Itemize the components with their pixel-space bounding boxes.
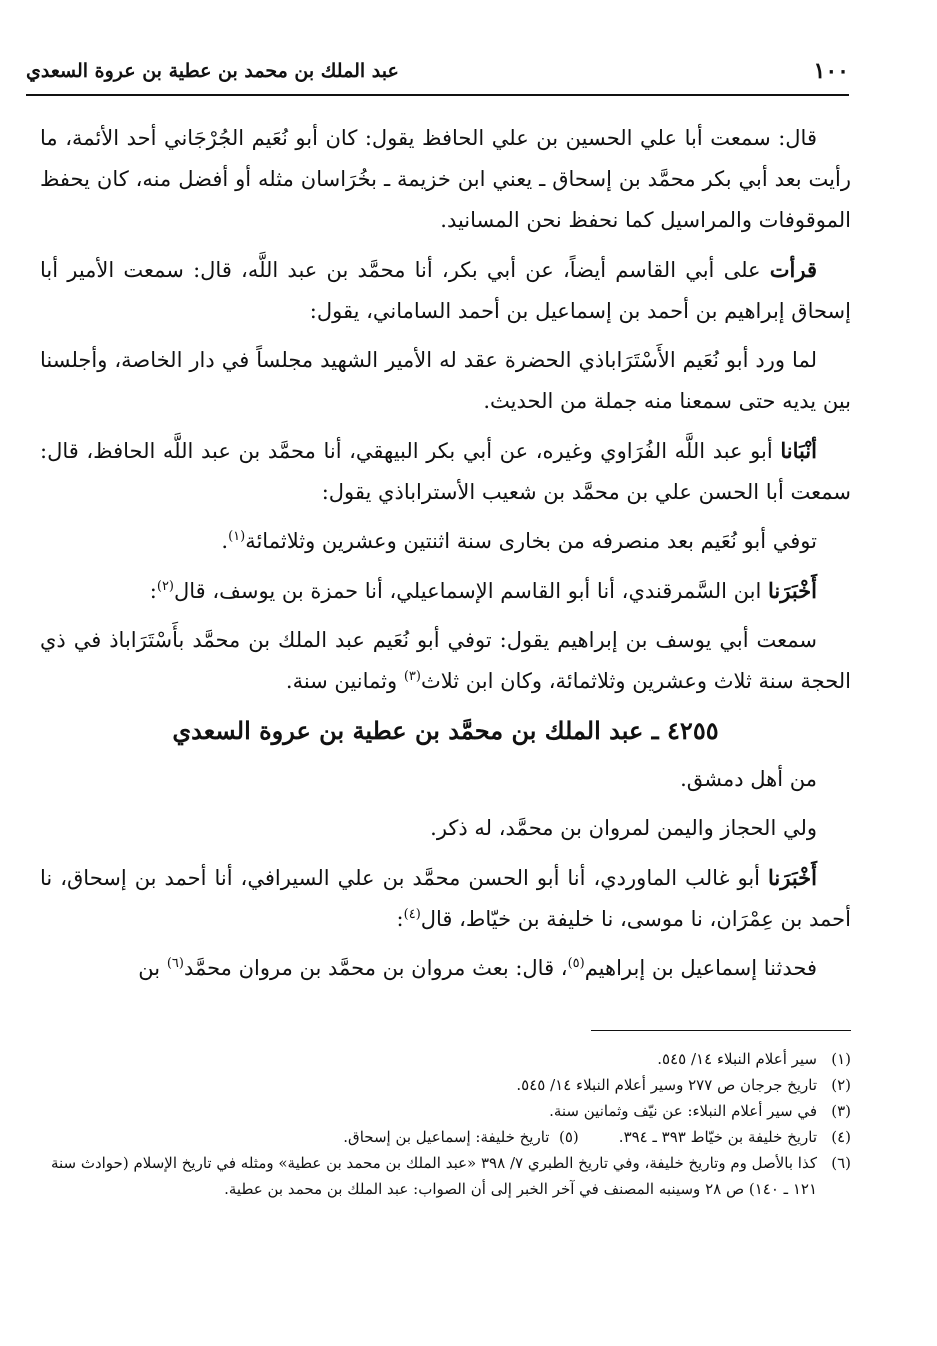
paragraph: قال: سمعت أبا علي الحسين بن علي الحافظ يقول: كان أبو نُعَيم الجُرْجَاني أحد الأئمة، ما رأيت بعد أبي بكر محمَّد بن إسحاق ـ يعني ابن خزيمة ـ بخُرَاسان مثله أو أفضل منه، كان يحفظ الموقوفات والمراسيل كما نحفظ نحن المسانيد. — [40, 126, 851, 232]
footnote-number: (٥) — [559, 1128, 579, 1146]
footnote-number: (٤) — [831, 1128, 851, 1146]
footnote-number: (٢) — [831, 1076, 851, 1094]
footnote-marker: (٢) — [156, 579, 174, 594]
footnote-text: في سير أعلام النبلاء: عن نيّف وثمانين سنة. — [549, 1102, 817, 1120]
footnote-text: سير أعلام النبلاء ١٤/ ٥٤٥. — [657, 1050, 817, 1068]
page-number: ١٠٠ — [813, 58, 849, 84]
footnote-marker: (٥) — [567, 956, 585, 971]
footnotes — [40, 1046, 851, 1202]
paragraph: توفي أبو نُعَيم بعد منصرفه من بخارى سنة اثنتين وعشرين وثلاثمائة$^{(١)}$. — [221, 529, 817, 553]
footnote — [40, 1072, 851, 1098]
footnote — [40, 1098, 851, 1124]
footnote-text: تاريخ خليفة: إسماعيل بن إسحاق. — [343, 1128, 550, 1146]
paragraph: سمعت أبي يوسف بن إبراهيم يقول: توفي أبو نُعَيم عبد الملك بن محمَّد بأَسْتَرَاباذ في ذي الحجة سنة ثلاث وعشرين وثلاثمائة، وكان ابن ثلاث$^{(٣)}$ وثمانين سنة. — [40, 628, 851, 693]
paragraph: فحدثنا إسماعيل بن إبراهيم$^{(٥)}$، قال: بعث مروان بن محمَّد بن مروان محمَّد$^{(٦)}$ بن — [138, 956, 817, 980]
paragraph: أَخْبَرَنا أبو غالب الماوردي، أنا أبو الحسن محمَّد بن علي السيرافي، أنا أحمد بن إسحاق، نا أحمد بن عِمْرَان، نا موسى، نا خليفة بن خيّاط، قال$^{(٤)}$: — [40, 865, 851, 931]
footnote-marker: (٤) — [403, 907, 421, 922]
footnote-text: تاريخ خليفة بن خيّاط ٣٩٣ ـ ٣٩٤. — [618, 1128, 817, 1146]
footnote-text: تاريخ جرجان ص ٢٧٧ وسير أعلام النبلاء ١٤/ ٥٤٥. — [516, 1076, 817, 1094]
footnote-number: (٣) — [831, 1102, 851, 1120]
page-header — [26, 58, 849, 96]
paragraph: من أهل دمشق. — [680, 767, 817, 791]
paragraph: قرأت على أبي القاسم أيضاً، عن أبي بكر، أنا محمَّد بن عبد اللَّه، قال: سمعت الأمير أبا إسحاق إبراهيم بن أحمد بن إسماعيل بن أحمد الساماني، يقول: — [40, 257, 851, 323]
footnote-marker: (١) — [228, 529, 246, 544]
entry-title: ٤٢٥٥ ـ عبد الملك بن محمَّد بن عطية بن عروة السعدي — [172, 716, 719, 745]
footnote — [40, 1124, 851, 1150]
footnote-number: (٦) — [831, 1154, 851, 1172]
paragraph: أَخْبَرَنا ابن السَّمرقندي، أنا أبو القاسم الإسماعيلي، أنا حمزة بن يوسف، قال$^{(٢)}$: — [149, 578, 817, 603]
main-text — [40, 118, 851, 997]
footnote-marker: (٣) — [403, 669, 421, 684]
footnote-number: (١) — [831, 1050, 851, 1068]
footnote — [40, 1150, 851, 1202]
footnote — [40, 1046, 851, 1072]
running-title: عبد الملك بن محمد بن عطية بن عروة السعدي — [26, 60, 399, 82]
footnote-marker: (٦) — [166, 956, 184, 971]
paragraph: أنْبَانا أبو عبد اللَّه الفُرَاوي وغيره، عن أبي بكر البيهقي، أنا محمَّد بن عبد اللَّه الحافظ، قال: سمعت أبا الحسن علي بن محمَّد بن شعيب الأستراباذي يقول: — [40, 438, 851, 504]
paragraph: لما ورد أبو نُعَيم الأَسْتَرَاباذي الحضرة عقد له الأمير الشهيد مجلساً في دار الخاصة، وأجلسنا بين يديه حتى سمعنا منه جملة من الحديث. — [40, 348, 851, 413]
paragraph: ولي الحجاز واليمن لمروان بن محمَّد، له ذكر. — [430, 816, 817, 840]
footnote-text: كذا بالأصل وم وتاريخ خليفة، وفي تاريخ الطبري ٧/ ٣٩٨ «عبد الملك بن محمد بن عطية» ومثله في تاريخ الإسلام (حوادث سنة ١٢١ ـ ١٤٠) ص ٢٨ وسينبه المصنف في آخر الخبر إلى أن الصواب: عبد الملك بن محمد بن عطية. — [50, 1154, 817, 1198]
footnote-divider — [591, 1030, 851, 1031]
